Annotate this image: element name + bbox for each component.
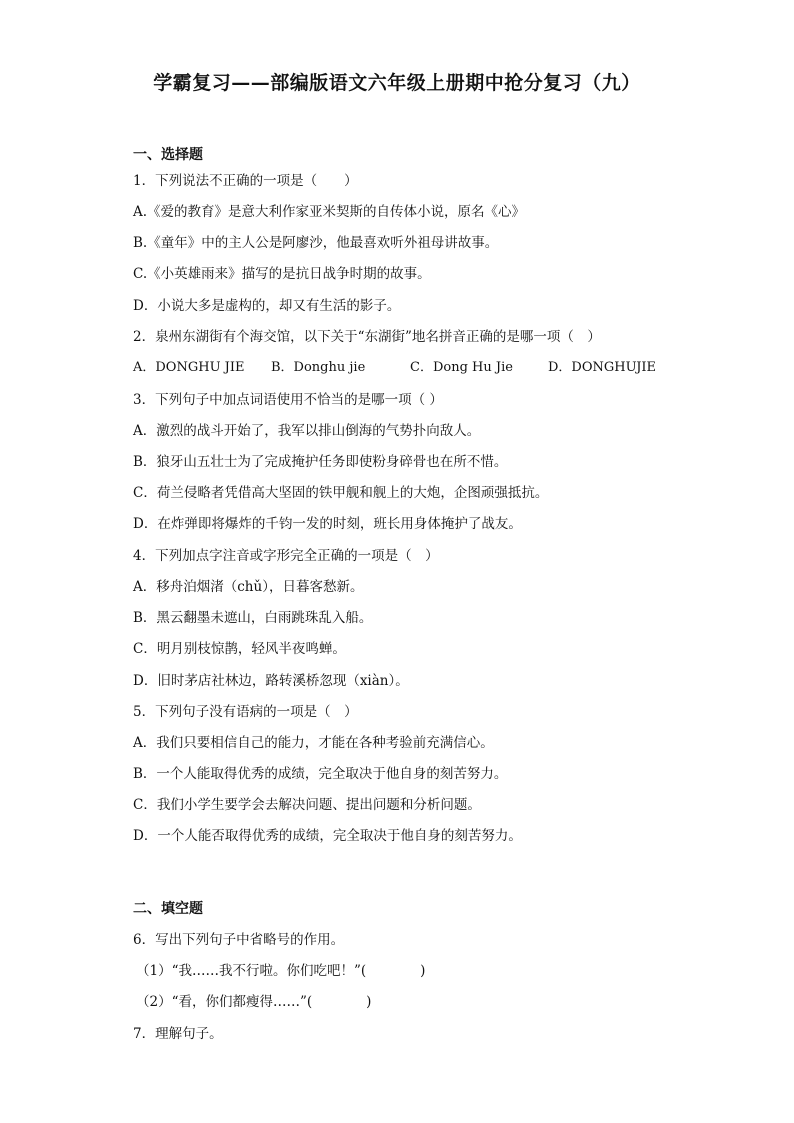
q4-option-a: A．移舟泊烟渚（chǔ），日暮客愁新。 xyxy=(133,579,364,595)
section-heading-fill: 二、填空题 xyxy=(133,901,203,917)
q3-option-c: C．荷兰侵略者凭借高大坚固的铁甲舰和舰上的大炮，企图顽强抵抗。 xyxy=(133,485,549,501)
q6-sub-1: （1）“我……我不行啦。你们吃吧！”( ) xyxy=(136,963,426,979)
section-heading-choice: 一、选择题 xyxy=(133,147,203,163)
q2-option-b: B．Donghu jie xyxy=(271,360,366,375)
q2-options xyxy=(133,358,673,378)
q1-stem: 1．下列说法不正确的一项是（ ） xyxy=(133,173,358,189)
q5-option-d: D．一个人能否取得优秀的成绩，完全取决于他自身的刻苦努力。 xyxy=(133,828,522,844)
q1-option-c: C.《小英雄雨来》描写的是抗日战争时期的故事。 xyxy=(133,266,431,282)
q4-option-c: C．明月别枝惊鹊，轻风半夜鸣蝉。 xyxy=(133,641,346,657)
q4-stem: 4．下列加点字注音或字形完全正确的一项是（ ） xyxy=(133,548,439,564)
q6-sub-2: （2）“看，你们都瘦得……”( ) xyxy=(136,994,372,1010)
q1-option-d: D．小说大多是虚构的，却又有生活的影子。 xyxy=(133,298,401,314)
q3-option-d: D．在炸弹即将爆炸的千钧一发的时刻，班长用身体掩护了战友。 xyxy=(133,516,522,532)
q1-option-a: A.《爱的教育》是意大利作家亚米契斯的自传体小说，原名《心》 xyxy=(133,204,526,220)
q4-option-d: D．旧时茅店社林边，路转溪桥忽现（xiàn）。 xyxy=(133,673,409,689)
q2-option-c: C．Dong Hu Jie xyxy=(410,360,513,375)
q6-stem: 6．写出下列句子中省略号的作用。 xyxy=(133,932,345,948)
page-title: 学霸复习——部编版语文六年级上册期中抢分复习（九） xyxy=(153,72,641,94)
q2-option-d: D．DONGHUJIE xyxy=(548,360,657,375)
q3-stem: 3．下列句子中加点词语使用不恰当的是哪一项（ ） xyxy=(133,392,443,408)
q5-stem: 5．下列句子没有语病的一项是（ ） xyxy=(133,704,358,720)
q5-option-b: B．一个人能取得优秀的成绩，完全取决于他自身的刻苦努力。 xyxy=(133,766,508,782)
q1-option-b: B.《童年》中的主人公是阿廖沙，他最喜欢听外祖母讲故事。 xyxy=(133,235,499,251)
q2-stem: 2．泉州东湖街有个海交馆，以下关于“东湖街”地名拼音正确的是哪一项（ ） xyxy=(133,329,601,345)
q4-option-b: B．黑云翻墨未遮山，白雨跳珠乱入船。 xyxy=(133,610,373,626)
q3-option-b: B．狼牙山五壮士为了完成掩护任务即使粉身碎骨也在所不惜。 xyxy=(133,454,508,470)
q7-stem: 7．理解句子。 xyxy=(133,1026,223,1042)
q5-option-a: A．我们只要相信自己的能力，才能在各种考验前充满信心。 xyxy=(133,735,494,751)
q2-option-a: A．DONGHU JIE xyxy=(133,360,245,375)
q5-option-c: C．我们小学生要学会去解决问题、提出问题和分析问题。 xyxy=(133,797,481,813)
q3-option-a: A．激烈的战斗开始了，我军以排山倒海的气势扑向敌人。 xyxy=(133,423,481,439)
